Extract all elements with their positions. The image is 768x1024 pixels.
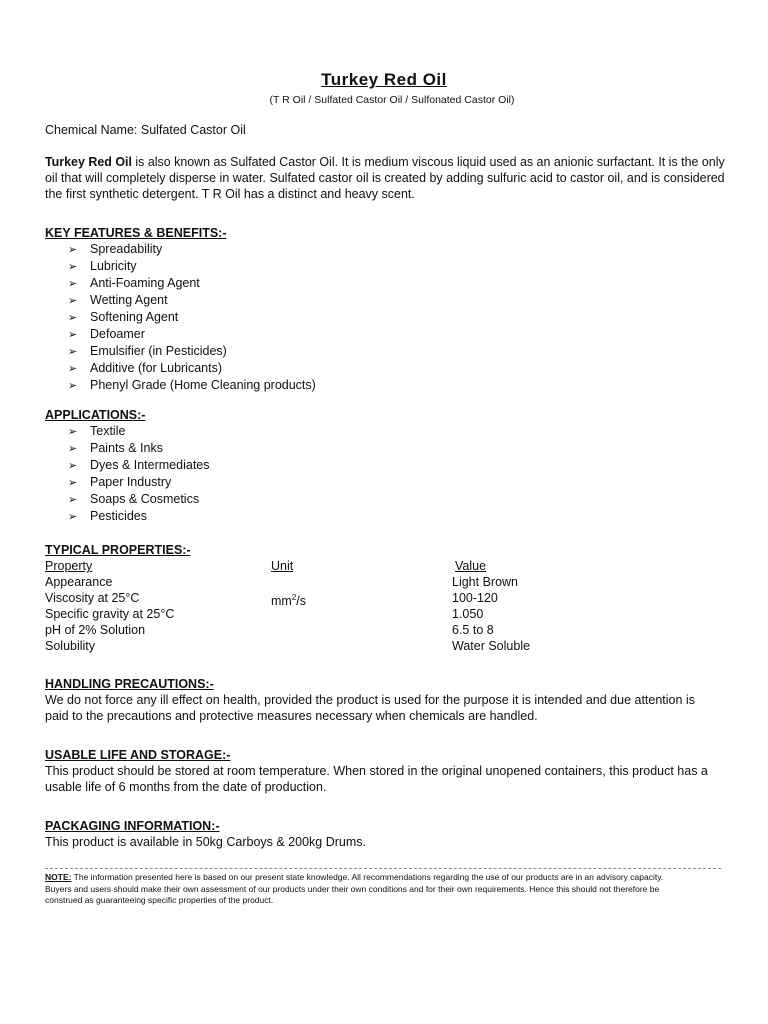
arrow-bullet-icon: ➢	[68, 346, 78, 358]
product-name-bold: Turkey Red Oil	[45, 155, 132, 169]
handling-line-2: paid to the precautions and protective measures necessary when chemicals are handled.	[45, 709, 538, 723]
chemical-name: Chemical Name: Sulfated Castor Oil	[45, 123, 246, 137]
key-feature-item	[68, 377, 316, 394]
key-feature-item-label: Anti-Foaming Agent	[90, 276, 200, 290]
application-item	[68, 491, 210, 508]
storage-line-2: usable life of 6 months from the date of production.	[45, 780, 327, 794]
typical-properties-heading: TYPICAL PROPERTIES:-	[45, 543, 191, 557]
application-item-label: Pesticides	[90, 509, 147, 523]
note-line-3: construed as guaranteeing specific properties of the product.	[45, 895, 274, 905]
note-divider	[45, 868, 721, 869]
application-item	[68, 440, 210, 457]
intro-line-2: oil that will completely disperse in water. Sulfated castor oil is created by adding sulfuric acid to castor oil, and is considered	[45, 171, 725, 185]
arrow-bullet-icon: ➢	[68, 426, 78, 438]
arrow-bullet-icon: ➢	[68, 511, 78, 523]
application-item	[68, 457, 210, 474]
key-features-heading: KEY FEATURES & BENEFITS:-	[45, 226, 227, 240]
unit-superscript: 2	[291, 593, 297, 602]
key-feature-item-label: Additive (for Lubricants)	[90, 361, 223, 375]
note-line-2: Buyers and users should make their own assessment of our products under their own conditions and for their own requirements. Hence this should not therefore be	[45, 883, 660, 894]
storage-paragraph	[45, 763, 725, 795]
property-name: Specific gravity at 25°C	[45, 607, 175, 621]
key-feature-item	[68, 360, 316, 377]
application-item-label: Soaps & Cosmetics	[90, 492, 200, 506]
arrow-bullet-icon: ➢	[68, 443, 78, 455]
key-feature-item-label: Lubricity	[90, 259, 137, 273]
arrow-bullet-icon: ➢	[68, 244, 78, 256]
property-value: 1.050	[452, 607, 484, 621]
property-unit	[271, 590, 306, 609]
property-value: Light Brown	[452, 575, 519, 589]
key-feature-item-label: Spreadability	[90, 242, 163, 256]
handling-heading: HANDLING PRECAUTIONS:-	[45, 677, 214, 691]
note-block	[45, 872, 735, 907]
key-feature-item	[68, 258, 316, 275]
property-name: Appearance	[45, 575, 113, 589]
application-item-label: Textile	[90, 424, 126, 438]
key-feature-item	[68, 292, 316, 309]
key-feature-item-label: Phenyl Grade (Home Cleaning products)	[90, 378, 316, 392]
packaging-heading: PACKAGING INFORMATION:-	[45, 819, 220, 833]
intro-paragraph	[45, 154, 725, 202]
key-feature-item	[68, 241, 316, 258]
property-value: 100-120	[452, 591, 498, 605]
key-feature-item-label: Defoamer	[90, 327, 145, 341]
packaging-text: This product is available in 50kg Carboys & 200kg Drums.	[45, 835, 366, 849]
handling-line-1: We do not force any ill effect on health, provided the product is used for the purpose it is intended and due attention is	[45, 693, 695, 707]
property-name: Solubility	[45, 639, 96, 653]
application-item	[68, 423, 210, 440]
key-features-list	[68, 241, 316, 394]
key-feature-item	[68, 309, 316, 326]
arrow-bullet-icon: ➢	[68, 494, 78, 506]
property-name: Viscosity at 25°C	[45, 591, 140, 605]
key-feature-item	[68, 275, 316, 292]
arrow-bullet-icon: ➢	[68, 278, 78, 290]
unit-base: mm	[271, 594, 292, 609]
key-feature-item	[68, 326, 316, 343]
application-item-label: Dyes & Intermediates	[90, 458, 210, 472]
key-feature-item-label: Emulsifier (in Pesticides)	[90, 344, 227, 358]
col-header-unit: Unit	[271, 559, 294, 573]
col-header-property: Property	[45, 559, 93, 573]
arrow-bullet-icon: ➢	[68, 295, 78, 307]
property-value: Water Soluble	[452, 639, 531, 653]
document-title: Turkey Red Oil	[321, 70, 447, 89]
arrow-bullet-icon: ➢	[68, 261, 78, 273]
application-item-label: Paper Industry	[90, 475, 172, 489]
document-subtitle: (T R Oil / Sulfated Castor Oil / Sulfonated Castor Oil)	[269, 94, 515, 106]
note-line-1-text: The information presented here is based on our present state knowledge. All recommendations regarding the use of our products are in an advisory capacity.	[71, 872, 664, 882]
col-header-value: Value	[455, 559, 487, 573]
note-label: NOTE:	[45, 872, 72, 882]
arrow-bullet-icon: ➢	[68, 312, 78, 324]
arrow-bullet-icon: ➢	[68, 460, 78, 472]
applications-heading: APPLICATIONS:-	[45, 408, 146, 422]
intro-line-1-text: is also known as Sulfated Castor Oil. It is medium viscous liquid used as an anionic surfactant. It is the only	[131, 155, 725, 169]
application-item	[68, 474, 210, 491]
storage-heading: USABLE LIFE AND STORAGE:-	[45, 748, 231, 762]
handling-paragraph	[45, 692, 725, 724]
intro-line-3: the first synthetic detergent. T R Oil has a distinct and heavy scent.	[45, 187, 415, 201]
key-feature-item-label: Wetting Agent	[90, 293, 168, 307]
arrow-bullet-icon: ➢	[68, 363, 78, 375]
application-item-label: Paints & Inks	[90, 441, 163, 455]
key-feature-item	[68, 343, 316, 360]
arrow-bullet-icon: ➢	[68, 329, 78, 341]
unit-suffix: /s	[296, 594, 307, 609]
property-name: pH of 2% Solution	[45, 623, 146, 637]
key-feature-item-label: Softening Agent	[90, 310, 179, 324]
arrow-bullet-icon: ➢	[68, 380, 78, 392]
storage-line-1: This product should be stored at room temperature. When stored in the original unopened containers, this product has a	[45, 764, 708, 778]
intro-line-1	[45, 154, 725, 170]
note-line-1	[45, 872, 663, 884]
property-value: 6.5 to 8	[452, 623, 494, 637]
application-item	[68, 508, 210, 525]
applications-list	[68, 423, 210, 525]
arrow-bullet-icon: ➢	[68, 477, 78, 489]
